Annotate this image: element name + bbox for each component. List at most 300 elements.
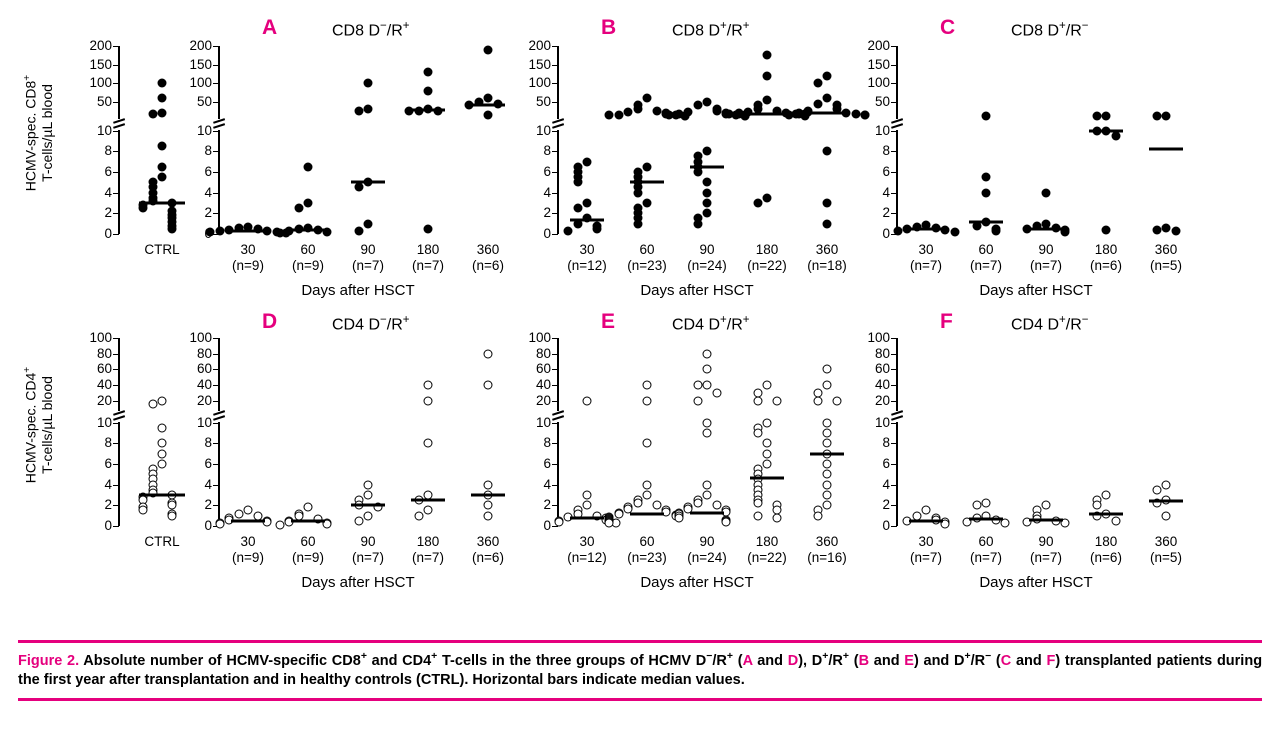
- y-tick-B-150: [552, 65, 558, 66]
- x-category-label: 180 (n=22): [747, 242, 787, 273]
- y-tick-A-8: [213, 151, 219, 152]
- data-point: [158, 459, 167, 468]
- data-point: [1162, 223, 1171, 232]
- y-ticklabel-A-150: 150: [189, 56, 212, 72]
- y-ticklabel-D-20: 20: [196, 392, 212, 408]
- median-bar: [411, 499, 445, 502]
- x-category-label: 180 (n=6): [1090, 242, 1122, 273]
- x-category-label: 60 (n=23): [627, 242, 667, 273]
- data-point: [158, 79, 167, 88]
- y-tick-ctrl-cd8-100: [113, 83, 119, 84]
- data-point: [703, 480, 712, 489]
- y-tick-ctrl-cd8-6: [113, 172, 119, 173]
- y-ticklabel-E-0: 0: [543, 518, 551, 533]
- y-tick-B-8: [552, 151, 558, 152]
- y-tick-C-8: [891, 151, 897, 152]
- y-tick-ctrl-cd8-4: [113, 193, 119, 194]
- data-point: [703, 490, 712, 499]
- data-point: [725, 109, 734, 118]
- data-point: [823, 71, 832, 80]
- data-point: [633, 105, 642, 114]
- y-ticklabel-E-2: 2: [543, 497, 551, 513]
- data-point: [813, 79, 822, 88]
- x-axis-title-F: Days after HSCT: [979, 574, 1093, 591]
- panel-title-C: CD8 D+/R−: [1011, 20, 1089, 40]
- x-category-label: 60 (n=7): [970, 534, 1002, 565]
- data-point: [893, 226, 902, 235]
- x-category-label: 30 (n=12): [567, 242, 607, 273]
- y-tick-B-10: [552, 131, 558, 132]
- median-bar: [139, 201, 185, 204]
- data-point: [703, 349, 712, 358]
- data-point: [922, 506, 931, 515]
- y-axis-F: [896, 338, 898, 526]
- median-bar: [630, 181, 664, 184]
- data-point: [364, 79, 373, 88]
- y-ticklabel-E-4: 4: [543, 476, 551, 492]
- x-category-label: 360 (n=16): [807, 534, 847, 565]
- data-point: [823, 470, 832, 479]
- y-ticklabel-ctrl-cd8-8: 8: [104, 143, 112, 159]
- data-point: [643, 439, 652, 448]
- data-point: [354, 516, 363, 525]
- median-bar: [139, 493, 185, 496]
- y-tick-ctrl-cd4-80: [113, 354, 119, 355]
- x-category-label: 90 (n=7): [1030, 534, 1062, 565]
- data-point: [1162, 511, 1171, 520]
- y-ticklabel-F-0: 0: [882, 518, 890, 533]
- axis-break-ctrl-cd8: [113, 118, 125, 130]
- panel-letter-C: C: [940, 16, 956, 39]
- median-bar: [810, 452, 844, 455]
- data-point: [982, 112, 991, 121]
- data-point: [643, 480, 652, 489]
- y-tick-D-2: [213, 505, 219, 506]
- y-ticklabel-D-100: 100: [189, 330, 212, 345]
- axis-break-B: [552, 118, 564, 130]
- y-ticklabel-B-6: 6: [543, 163, 551, 179]
- y-ticklabel-ctrl-cd8-6: 6: [104, 163, 112, 179]
- data-point: [643, 162, 652, 171]
- median-bar: [690, 165, 724, 168]
- y-ticklabel-ctrl-cd4-20: 20: [96, 392, 112, 408]
- y-tick-D-6: [213, 464, 219, 465]
- y-tick-F-0: [891, 526, 897, 527]
- y-tick-B-50: [552, 102, 558, 103]
- y-tick-E-2: [552, 505, 558, 506]
- y-tick-D-80: [213, 354, 219, 355]
- median-bar: [1029, 518, 1063, 521]
- x-category-label: 30 (n=9): [232, 534, 264, 565]
- x-category-label: 360 (n=18): [807, 242, 847, 273]
- data-point: [823, 418, 832, 427]
- y-tick-C-50: [891, 102, 897, 103]
- data-point: [1152, 485, 1161, 494]
- data-point: [484, 381, 493, 390]
- data-point: [693, 167, 702, 176]
- data-point: [1102, 225, 1111, 234]
- y-tick-F-2: [891, 505, 897, 506]
- data-point: [158, 423, 167, 432]
- axis-break-F: [891, 410, 903, 422]
- y-tick-E-40: [552, 385, 558, 386]
- x-category-label: 90 (n=24): [687, 242, 727, 273]
- y-ticklabel-D-8: 8: [204, 435, 212, 451]
- y-ticklabel-ctrl-cd8-4: 4: [104, 184, 112, 200]
- y-ticklabel-B-50: 50: [535, 93, 551, 109]
- data-point: [823, 439, 832, 448]
- data-point: [693, 219, 702, 228]
- y-tick-F-60: [891, 369, 897, 370]
- data-point: [605, 111, 614, 120]
- data-point: [484, 511, 493, 520]
- median-bar: [291, 228, 325, 231]
- data-point: [304, 162, 313, 171]
- panel-title-A: CD8 D−/R+: [332, 20, 410, 40]
- data-point: [823, 381, 832, 390]
- y-tick-ctrl-cd4-8: [113, 443, 119, 444]
- y-ticklabel-F-40: 40: [874, 377, 890, 393]
- data-point: [614, 509, 623, 518]
- y-tick-D-8: [213, 443, 219, 444]
- caption-bottom-rule: [18, 698, 1262, 701]
- data-point: [851, 109, 860, 118]
- x-category-label: 90 (n=7): [1030, 242, 1062, 273]
- panel-title-D: CD4 D−/R+: [332, 314, 410, 334]
- data-point: [712, 501, 721, 510]
- y-axis-title-cd8: HCMV-spec. CD8+ T-cells/µL blood: [22, 74, 56, 192]
- y-ticklabel-B-0: 0: [543, 226, 551, 241]
- data-point: [674, 110, 683, 119]
- y-tick-F-40: [891, 385, 897, 386]
- median-bar: [570, 516, 604, 519]
- y-ticklabel-C-10: 10: [874, 122, 890, 138]
- y-tick-D-4: [213, 485, 219, 486]
- median-bar: [1149, 500, 1183, 503]
- data-point: [484, 110, 493, 119]
- y-ticklabel-ctrl-cd8-0: 0: [104, 226, 112, 241]
- y-ticklabel-C-100: 100: [867, 75, 890, 91]
- y-ticklabel-ctrl-cd8-50: 50: [96, 93, 112, 109]
- y-ticklabel-F-20: 20: [874, 392, 890, 408]
- data-point: [614, 110, 623, 119]
- data-point: [158, 142, 167, 151]
- data-point: [753, 428, 762, 437]
- y-tick-ctrl-cd4-20: [113, 401, 119, 402]
- y-ticklabel-ctrl-cd4-80: 80: [96, 345, 112, 361]
- data-point: [139, 506, 148, 515]
- x-axis-title-E: Days after HSCT: [640, 574, 754, 591]
- median-bar: [750, 112, 784, 115]
- y-tick-ctrl-cd8-8: [113, 151, 119, 152]
- x-category-label: 60 (n=7): [970, 242, 1002, 273]
- y-tick-ctrl-cd8-10: [113, 131, 119, 132]
- data-point: [665, 111, 674, 120]
- y-tick-ctrl-cd8-200: [113, 46, 119, 47]
- data-point: [424, 86, 433, 95]
- data-point: [763, 418, 772, 427]
- data-point: [633, 219, 642, 228]
- data-point: [583, 501, 592, 510]
- x-axis-title-B: Days after HSCT: [640, 282, 754, 299]
- data-point: [414, 511, 423, 520]
- data-point: [158, 439, 167, 448]
- data-point: [158, 173, 167, 182]
- data-point: [275, 228, 284, 237]
- x-category-label: 360 (n=6): [472, 242, 504, 273]
- data-point: [592, 224, 601, 233]
- y-ticklabel-ctrl-cd8-200: 200: [89, 38, 112, 53]
- y-tick-E-100: [552, 338, 558, 339]
- data-point: [1092, 501, 1101, 510]
- data-point: [813, 99, 822, 108]
- y-axis-B: [557, 46, 559, 234]
- x-axis-title-D: Days after HSCT: [301, 574, 415, 591]
- median-bar: [1089, 512, 1123, 515]
- x-axis-title-A: Days after HSCT: [301, 282, 415, 299]
- y-ticklabel-E-6: 6: [543, 455, 551, 471]
- x-category-label: 180 (n=7): [412, 534, 444, 565]
- y-tick-E-8: [552, 443, 558, 444]
- data-point: [823, 501, 832, 510]
- y-ticklabel-F-10: 10: [874, 414, 890, 430]
- median-bar: [291, 519, 325, 522]
- x-category-label: 360 (n=5): [1150, 242, 1182, 273]
- data-point: [354, 226, 363, 235]
- y-ticklabel-F-4: 4: [882, 476, 890, 492]
- data-point: [1152, 225, 1161, 234]
- data-point: [652, 107, 661, 116]
- y-ticklabel-C-150: 150: [867, 56, 890, 72]
- data-point: [139, 204, 148, 213]
- data-point: [1162, 480, 1171, 489]
- data-point: [693, 396, 702, 405]
- x-category-label: CTRL: [144, 242, 180, 257]
- y-tick-ctrl-cd8-150: [113, 65, 119, 66]
- data-point: [583, 490, 592, 499]
- data-point: [564, 226, 573, 235]
- data-point: [148, 109, 157, 118]
- median-bar: [570, 218, 604, 221]
- y-ticklabel-B-4: 4: [543, 184, 551, 200]
- data-point: [763, 459, 772, 468]
- data-point: [215, 226, 224, 235]
- data-point: [484, 45, 493, 54]
- median-bar: [1149, 148, 1183, 151]
- data-point: [674, 513, 683, 522]
- data-point: [763, 439, 772, 448]
- y-tick-F-20: [891, 401, 897, 402]
- y-ticklabel-D-60: 60: [196, 361, 212, 377]
- y-tick-D-10: [213, 423, 219, 424]
- caption-label: Figure 2.: [18, 652, 80, 669]
- y-ticklabel-D-0: 0: [204, 518, 212, 533]
- y-tick-E-20: [552, 401, 558, 402]
- data-point: [1102, 112, 1111, 121]
- x-category-label: 30 (n=12): [567, 534, 607, 565]
- y-ticklabel-A-2: 2: [204, 205, 212, 221]
- y-ticklabel-E-20: 20: [535, 392, 551, 408]
- y-ticklabel-A-50: 50: [196, 93, 212, 109]
- data-point: [763, 51, 772, 60]
- data-point: [573, 204, 582, 213]
- data-point: [823, 365, 832, 374]
- y-tick-A-200: [213, 46, 219, 47]
- data-point: [703, 209, 712, 218]
- data-point: [624, 108, 633, 117]
- data-point: [712, 107, 721, 116]
- data-point: [693, 101, 702, 110]
- data-point: [206, 227, 215, 236]
- axis-break-C: [891, 118, 903, 130]
- panel-letter-E: E: [601, 310, 616, 333]
- y-tick-C-200: [891, 46, 897, 47]
- data-point: [484, 94, 493, 103]
- y-tick-B-4: [552, 193, 558, 194]
- data-point: [573, 178, 582, 187]
- data-point: [785, 110, 794, 119]
- y-tick-B-2: [552, 213, 558, 214]
- median-bar: [471, 493, 505, 496]
- data-point: [763, 193, 772, 202]
- median-bar: [969, 517, 1003, 520]
- y-tick-E-6: [552, 464, 558, 465]
- figure-caption-block: [18, 640, 1262, 701]
- figure-caption: [18, 650, 1262, 691]
- data-point: [823, 480, 832, 489]
- data-point: [693, 499, 702, 508]
- y-ticklabel-ctrl-cd4-2: 2: [104, 497, 112, 513]
- data-point: [832, 396, 841, 405]
- y-tick-B-0: [552, 234, 558, 235]
- data-point: [652, 501, 661, 510]
- y-tick-C-100: [891, 83, 897, 84]
- y-tick-F-100: [891, 338, 897, 339]
- y-tick-A-2: [213, 213, 219, 214]
- axis-break-ctrl-cd4: [113, 410, 125, 422]
- data-point: [354, 107, 363, 116]
- y-axis-title-cd4: HCMV-spec. CD4+ T-cells/µL blood: [22, 366, 56, 484]
- y-tick-ctrl-cd4-2: [113, 505, 119, 506]
- y-ticklabel-D-6: 6: [204, 455, 212, 471]
- y-axis-C: [896, 46, 898, 234]
- y-axis-E: [557, 338, 559, 526]
- data-point: [703, 381, 712, 390]
- data-point: [364, 490, 373, 499]
- data-point: [364, 511, 373, 520]
- data-point: [712, 388, 721, 397]
- y-tick-ctrl-cd4-40: [113, 385, 119, 386]
- data-point: [823, 198, 832, 207]
- x-category-label: 30 (n=9): [232, 242, 264, 273]
- y-ticklabel-A-200: 200: [189, 38, 212, 53]
- data-point: [1111, 131, 1120, 140]
- data-point: [158, 108, 167, 117]
- y-ticklabel-D-10: 10: [196, 414, 212, 430]
- y-ticklabel-ctrl-cd4-40: 40: [96, 377, 112, 393]
- y-tick-A-10: [213, 131, 219, 132]
- data-point: [643, 490, 652, 499]
- axis-break-D: [213, 410, 225, 422]
- data-point: [823, 219, 832, 228]
- y-ticklabel-A-100: 100: [189, 75, 212, 91]
- x-category-label: 90 (n=7): [352, 242, 384, 273]
- x-category-label: 60 (n=23): [627, 534, 667, 565]
- x-category-label: CTRL: [144, 534, 180, 549]
- y-ticklabel-A-4: 4: [204, 184, 212, 200]
- data-point: [753, 511, 762, 520]
- x-category-label: 30 (n=7): [910, 242, 942, 273]
- data-point: [763, 95, 772, 104]
- y-tick-F-8: [891, 443, 897, 444]
- x-category-label: 60 (n=9): [292, 534, 324, 565]
- data-point: [583, 396, 592, 405]
- data-point: [424, 506, 433, 515]
- data-point: [643, 396, 652, 405]
- data-point: [1171, 226, 1180, 235]
- y-ticklabel-B-2: 2: [543, 205, 551, 221]
- median-bar: [909, 519, 943, 522]
- data-point: [148, 399, 157, 408]
- y-tick-C-6: [891, 172, 897, 173]
- data-point: [484, 501, 493, 510]
- y-tick-ctrl-cd8-50: [113, 102, 119, 103]
- data-point: [703, 97, 712, 106]
- y-ticklabel-E-10: 10: [535, 414, 551, 430]
- x-category-label: 90 (n=7): [352, 534, 384, 565]
- data-point: [753, 396, 762, 405]
- y-ticklabel-D-2: 2: [204, 497, 212, 513]
- y-ticklabel-B-100: 100: [528, 75, 551, 91]
- x-category-label: 180 (n=22): [747, 534, 787, 565]
- data-point: [734, 109, 743, 118]
- data-point: [1042, 188, 1051, 197]
- data-point: [763, 449, 772, 458]
- y-axis-ctrl-cd4: [118, 338, 120, 526]
- y-tick-E-80: [552, 354, 558, 355]
- data-point: [304, 198, 313, 207]
- data-point: [703, 178, 712, 187]
- y-tick-C-150: [891, 65, 897, 66]
- data-point: [424, 439, 433, 448]
- data-point: [991, 226, 1000, 235]
- median-bar: [1029, 227, 1063, 230]
- y-tick-C-4: [891, 193, 897, 194]
- y-tick-A-50: [213, 102, 219, 103]
- data-point: [1042, 501, 1051, 510]
- x-category-label: 180 (n=7): [412, 242, 444, 273]
- y-tick-A-150: [213, 65, 219, 66]
- y-tick-E-4: [552, 485, 558, 486]
- data-point: [823, 428, 832, 437]
- y-tick-C-2: [891, 213, 897, 214]
- median-bar: [351, 181, 385, 184]
- y-ticklabel-D-40: 40: [196, 377, 212, 393]
- y-tick-B-6: [552, 172, 558, 173]
- median-bar: [750, 477, 784, 480]
- panel-letter-D: D: [262, 310, 278, 333]
- data-point: [972, 501, 981, 510]
- data-point: [1092, 112, 1101, 121]
- data-point: [583, 198, 592, 207]
- y-ticklabel-A-8: 8: [204, 143, 212, 159]
- data-point: [823, 94, 832, 103]
- data-point: [823, 147, 832, 156]
- y-ticklabel-A-10: 10: [196, 122, 212, 138]
- data-point: [294, 204, 303, 213]
- y-ticklabel-C-50: 50: [874, 93, 890, 109]
- caption-top-rule: [18, 640, 1262, 643]
